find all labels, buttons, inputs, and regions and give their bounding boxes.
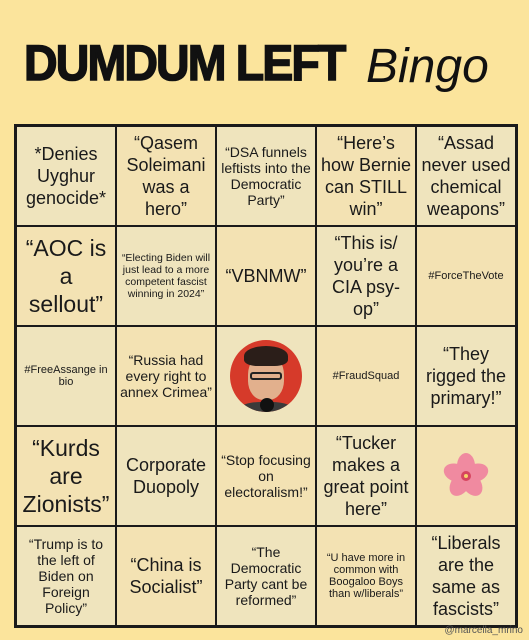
bingo-cell [416,526,516,626]
bingo-cell-text: “The Democratic Party cant be reformed” [224,544,308,608]
portrait-icon [230,340,302,412]
bingo-cell-text: “Liberals are the same as fascists” [431,533,501,619]
bingo-cell-text: “U have more in common with Boogaloo Boys than w/liberals” [326,552,406,600]
bingo-cell-text: “Tucker makes a great point here” [323,433,409,519]
page-title-accent: Bingo [366,40,489,93]
watermark: @marcella_mrino [444,625,523,636]
bingo-cell [16,326,116,426]
bingo-cell [316,426,416,526]
bingo-cell [416,326,516,426]
bingo-cell-text: #FreeAssange in bio [24,364,108,388]
bingo-cell [116,426,216,526]
bingo-cell-text: “Here’s how Bernie can STILL win” [320,133,412,219]
bingo-cell [16,126,116,226]
bingo-cell-text: *Denies Uyghur genocide* [25,144,107,208]
bingo-cell-center [216,326,316,426]
bingo-cell [116,126,216,226]
bingo-cell-text: “Kurds are Zionists” [22,435,110,517]
bingo-board [14,124,518,628]
bingo-cell-flower [416,426,516,526]
header [0,0,529,118]
bingo-cell-text: “AOC is a sellout” [25,235,107,317]
bingo-cell-text: “They rigged the primary!” [425,344,507,408]
bingo-cell [316,226,416,326]
bingo-cell [116,226,216,326]
bingo-cell [16,526,116,626]
bingo-cell-text: Corporate Duopoly [125,455,207,497]
bingo-cell-text: “DSA funnels leftists into the Democratic Party” [221,144,311,208]
page-title: DUMDUM LEFT [24,35,345,91]
bingo-cell-text: “Electing Biden will just lead to a more competent fascist winning in 2024” [121,252,211,300]
bingo-cell [16,226,116,326]
bingo-cell-text: “Qasem Soleimani was a hero” [126,133,206,219]
bingo-cell [316,126,416,226]
bingo-cell-text: “Assad never used chemical weapons” [421,133,511,219]
bingo-cell-text: “Russia had every right to annex Crimea” [120,352,212,400]
bingo-cell [216,126,316,226]
hibiscus-icon [442,452,490,500]
bingo-cell [316,326,416,426]
bingo-cell-text: “This is/ you’re a CIA psy-op” [331,233,401,319]
bingo-cell-text: “Stop focusing on electoralism!” [221,452,311,500]
bingo-cell-text: #FraudSquad [332,370,400,382]
bingo-cell [216,526,316,626]
bingo-cell [116,326,216,426]
bingo-cell [416,226,516,326]
bingo-cell [416,126,516,226]
bingo-cell-text: “Trump is to the left of Biden on Foreign Policy” [28,536,104,616]
bingo-cell [216,426,316,526]
bingo-cell-text: “VBNMW” [225,266,307,286]
bingo-cell [116,526,216,626]
bingo-cell-text: #ForceTheVote [428,270,504,282]
bingo-cell [316,526,416,626]
bingo-cell-text: “China is Socialist” [129,555,203,597]
bingo-cell [216,226,316,326]
bingo-cell [16,426,116,526]
